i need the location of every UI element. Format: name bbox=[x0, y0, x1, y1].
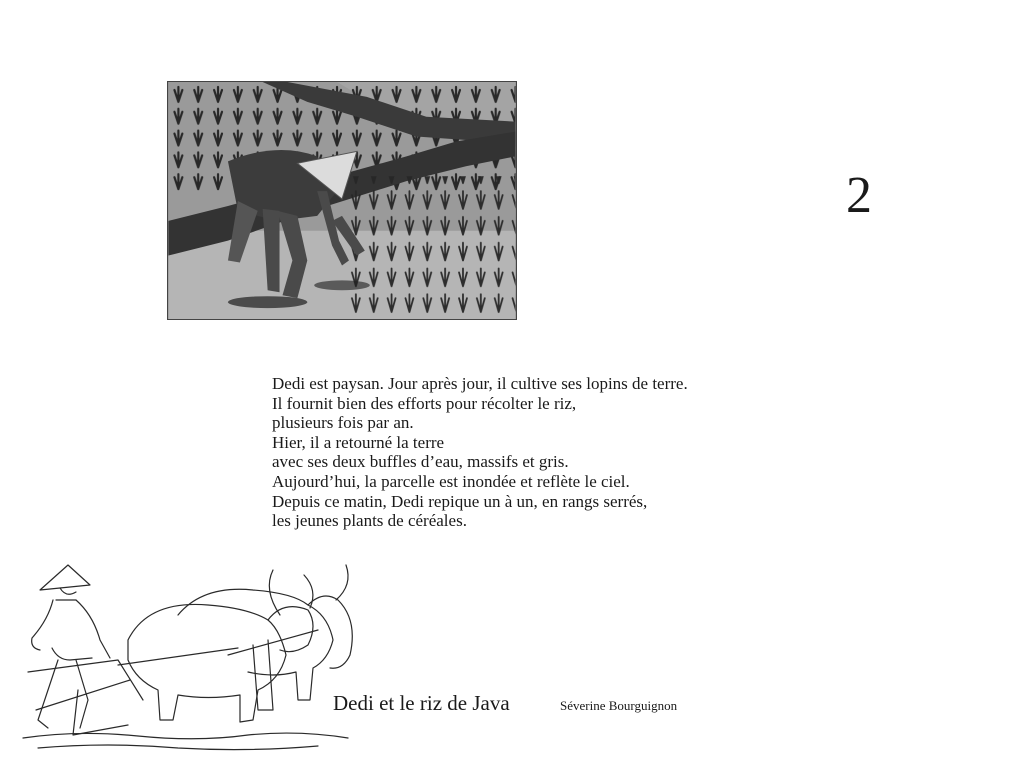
story-text bbox=[272, 374, 792, 531]
story-line: les jeunes plants de céréales. bbox=[272, 511, 467, 531]
story-line: Depuis ce matin, Dedi repique un à un, en rangs serrés, bbox=[272, 491, 648, 511]
story-line: Aujourd’hui, la parcelle est inondée et reflète le ciel. bbox=[272, 471, 630, 491]
plowing-sketch bbox=[18, 560, 363, 755]
story-line: plusieurs fois par an. bbox=[272, 413, 414, 433]
story-line: avec ses deux buffles d’eau, massifs et gris. bbox=[272, 452, 569, 472]
book-author: Séverine Bourguignon bbox=[560, 698, 678, 713]
story-line: Dedi est paysan. Jour après jour, il cultive ses lopins de terre. bbox=[272, 374, 688, 393]
book-title: Dedi et le riz de Java bbox=[333, 691, 510, 715]
farmer-buffalo-line-drawing bbox=[18, 560, 363, 755]
page-number: 2 bbox=[846, 167, 872, 224]
story-line: Hier, il a retourné la terre bbox=[272, 432, 445, 452]
rice-paddy-drawing bbox=[168, 82, 516, 319]
rice-paddy-illustration bbox=[167, 81, 517, 320]
story-line: Il fournit bien des efforts pour récolter le riz, bbox=[272, 393, 577, 413]
